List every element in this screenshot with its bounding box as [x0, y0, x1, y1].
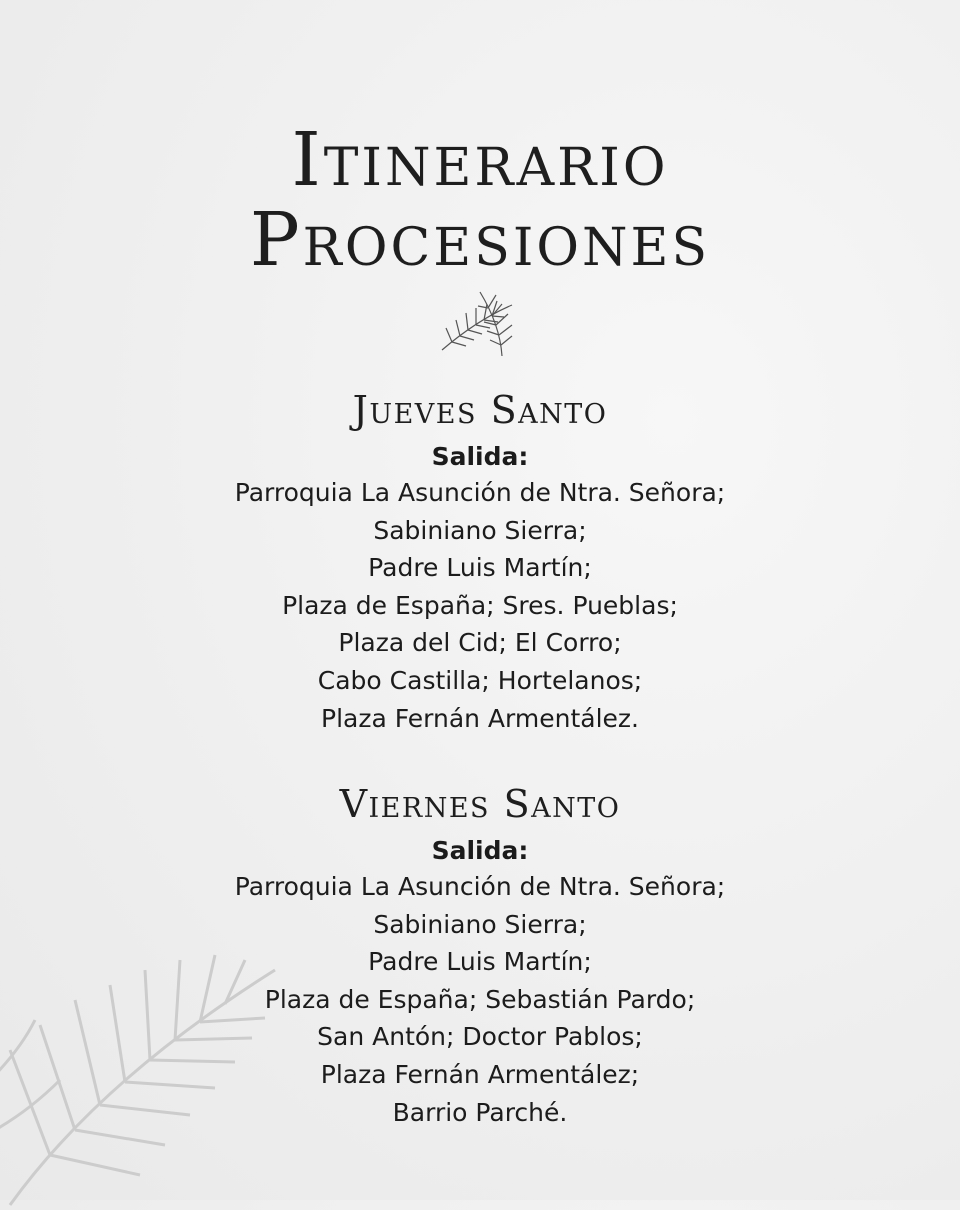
title-line-1: Itinerario	[291, 117, 669, 203]
salida-label: Salida:	[431, 442, 529, 471]
route-line: Plaza de España; Sres. Pueblas;	[282, 590, 678, 620]
route-line: Plaza Fernán Armentález;	[320, 1059, 640, 1089]
route-line: Padre Luis Martín;	[368, 947, 592, 977]
route-line: Sabiniano Sierra;	[373, 909, 587, 939]
section-heading: Jueves Santo	[352, 388, 608, 432]
palm-leaves-icon	[432, 280, 528, 360]
section-jueves-santo	[0, 386, 960, 737]
route-line: Parroquia La Asunción de Ntra. Señora;	[234, 872, 726, 901]
route-line: Cabo Castilla; Hortelanos;	[317, 665, 643, 695]
route-line: Padre Luis Martín;	[368, 553, 592, 583]
route-line: Barrio Parché.	[392, 1097, 568, 1127]
route-line: Plaza Fernán Armentález.	[321, 703, 639, 733]
route-line: Parroquia La Asunción de Ntra. Señora;	[234, 478, 726, 507]
title-line-2: Procesiones	[249, 197, 711, 283]
route-line: San Antón; Doctor Pablos;	[317, 1022, 643, 1052]
route-line: Plaza de España; Sebastián Pardo;	[264, 984, 696, 1014]
route-line: Plaza del Cid; El Corro;	[338, 628, 622, 658]
salida-label: Salida:	[431, 836, 529, 865]
route-line: Sabiniano Sierra;	[373, 515, 587, 545]
section-viernes-santo	[0, 780, 960, 1131]
section-heading: Viernes Santo	[339, 782, 621, 826]
